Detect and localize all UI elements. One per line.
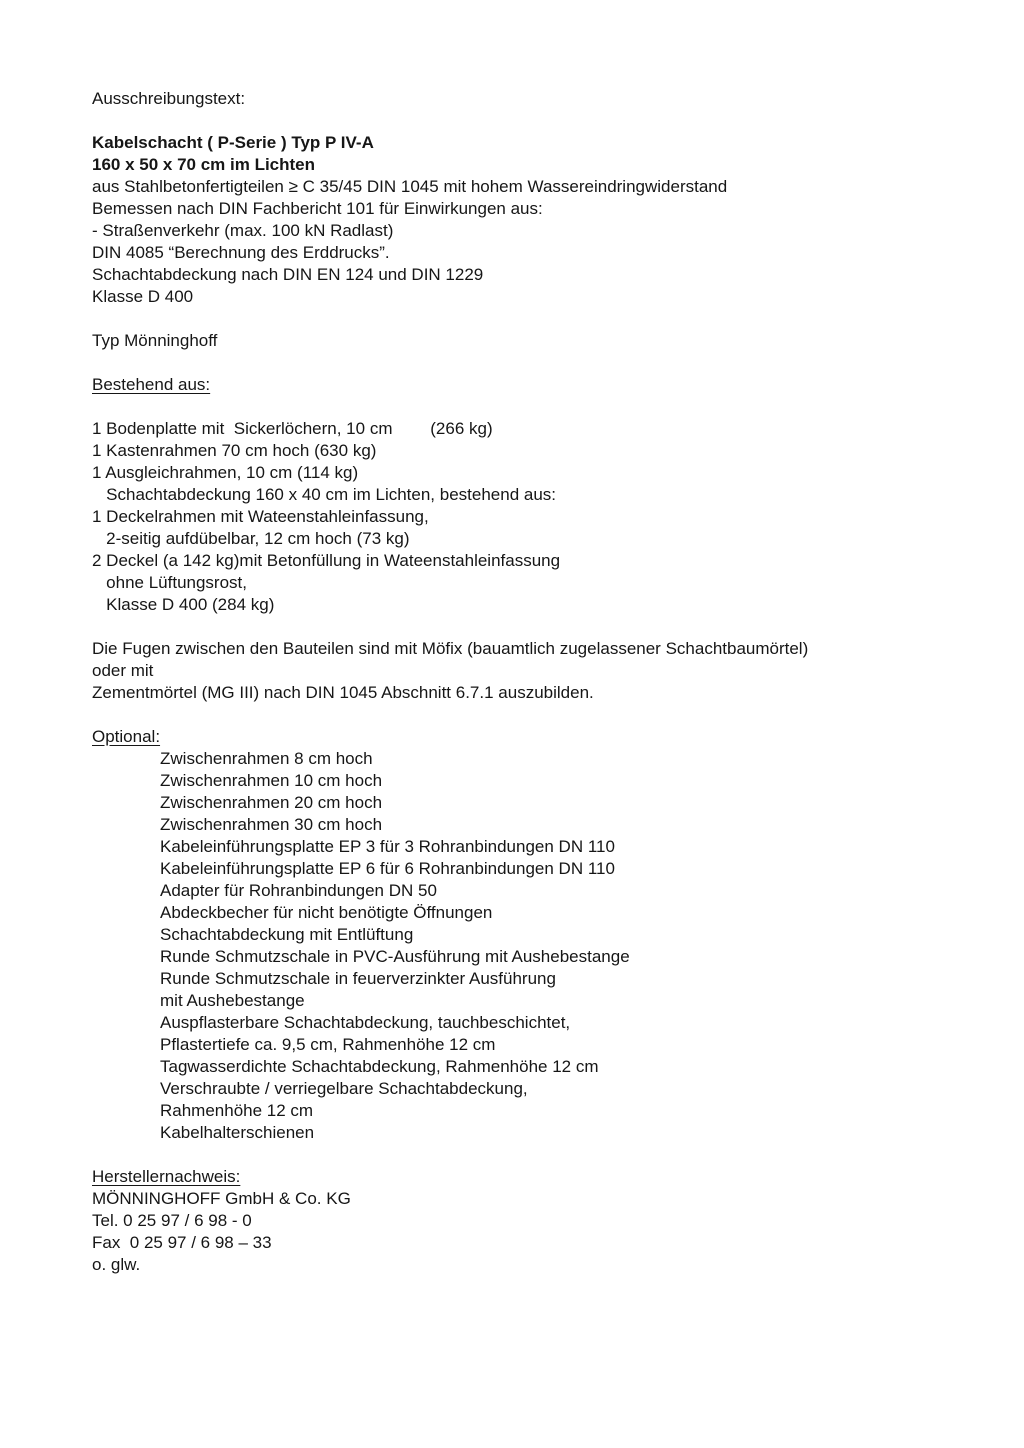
product-spec-line: - Straßenverkehr (max. 100 kN Radlast) xyxy=(92,221,394,240)
optional-item-line: Zwischenrahmen 30 cm hoch xyxy=(160,815,383,834)
manufacturer-contact xyxy=(92,1188,994,1276)
optional-item-line: Verschraubte / verriegelbare Schachtabdeckung, xyxy=(160,1079,528,1098)
product-spec-line: aus Stahlbetonfertigteilen ≥ C 35/45 DIN 1045 mit hohem Wassereindringwiderstand xyxy=(92,177,728,196)
product-title: Kabelschacht ( P-Serie ) Typ P IV-A xyxy=(92,133,374,152)
optional-item-line: Rahmenhöhe 12 cm xyxy=(160,1101,314,1120)
optional-item-line: Auspflasterbare Schachtabdeckung, tauchbeschichtet, xyxy=(160,1013,571,1032)
optional-item-line: Runde Schmutzschale in feuerverzinkter Ausführung xyxy=(160,969,556,988)
product-dimensions: 160 x 50 x 70 cm im Lichten xyxy=(92,155,316,174)
spacer xyxy=(92,396,994,418)
optional-item-line: Pflastertiefe ca. 9,5 cm, Rahmenhöhe 12 cm xyxy=(160,1035,496,1054)
component-line: 1 Bodenplatte mit Sickerlöchern, 10 cm (266 kg) xyxy=(92,419,493,438)
joints-note-line: Zementmörtel (MG III) nach DIN 1045 Abschnitt 6.7.1 auszubilden. xyxy=(92,683,594,702)
optional-item-line: Zwischenrahmen 20 cm hoch xyxy=(160,793,383,812)
spacer xyxy=(92,1144,994,1166)
spacer xyxy=(92,352,994,374)
manufacturer-contact-line: Tel. 0 25 97 / 6 98 - 0 xyxy=(92,1211,252,1230)
optional-item-line: Kabeleinführungsplatte EP 6 für 6 Rohranbindungen DN 110 xyxy=(160,859,615,878)
product-spec-line: Klasse D 400 xyxy=(92,287,194,306)
optional-item-line: Zwischenrahmen 10 cm hoch xyxy=(160,771,383,790)
components-heading-row xyxy=(92,374,994,396)
component-line: 1 Deckelrahmen mit Wateenstahleinfassung, xyxy=(92,507,429,526)
component-line: 1 Ausgleichrahmen, 10 cm (114 kg) xyxy=(92,463,359,482)
product-spec-line: Bemessen nach DIN Fachbericht 101 für Einwirkungen aus: xyxy=(92,199,543,218)
product-spec-list xyxy=(92,176,994,308)
joints-note-line: Die Fugen zwischen den Bauteilen sind mit Möfix (bauamtlich zugelassener Schachtbaumörtel) xyxy=(92,639,809,658)
components-heading: Bestehend aus: xyxy=(92,375,211,394)
optional-item-line: Tagwasserdichte Schachtabdeckung, Rahmenhöhe 12 cm xyxy=(160,1057,599,1076)
spacer xyxy=(92,308,994,330)
optional-item-line: Kabelhalterschienen xyxy=(160,1123,315,1142)
spacer xyxy=(92,616,994,638)
optional-item-line: mit Aushebestange xyxy=(160,991,305,1010)
component-line: 1 Kastenrahmen 70 cm hoch (630 kg) xyxy=(92,441,377,460)
product-spec-line: DIN 4085 “Berechnung des Erddrucks”. xyxy=(92,243,390,262)
joints-note-line: oder mit xyxy=(92,661,154,680)
manufacturer-type-line: Typ Mönninghoff xyxy=(92,331,218,350)
joints-note xyxy=(92,638,994,704)
manufacturer-contact-line: MÖNNINGHOFF GmbH & Co. KG xyxy=(92,1189,351,1208)
component-line: 2-seitig aufdübelbar, 12 cm hoch (73 kg) xyxy=(92,529,410,548)
product-spec-line: Schachtabdeckung nach DIN EN 124 und DIN 1229 xyxy=(92,265,484,284)
component-line: 2 Deckel (a 142 kg)mit Betonfüllung in Wateenstahleinfassung xyxy=(92,551,561,570)
optional-heading: Optional: xyxy=(92,727,161,746)
optional-item-line: Adapter für Rohranbindungen DN 50 xyxy=(160,881,437,900)
component-line: Schachtabdeckung 160 x 40 cm im Lichten, bestehend aus: xyxy=(92,485,557,504)
components-list xyxy=(92,418,994,616)
optional-heading-row xyxy=(92,726,994,748)
component-line: Klasse D 400 (284 kg) xyxy=(92,595,275,614)
manufacturer-heading: Herstellernachweis: xyxy=(92,1167,241,1186)
optional-item-line: Abdeckbecher für nicht benötigte Öffnungen xyxy=(160,903,493,922)
component-line: ohne Lüftungsrost, xyxy=(92,573,247,592)
optional-item-line: Kabeleinführungsplatte EP 3 für 3 Rohranbindungen DN 110 xyxy=(160,837,615,856)
optional-item-line: Zwischenrahmen 8 cm hoch xyxy=(160,749,373,768)
manufacturer-contact-line: o. glw. xyxy=(92,1255,141,1274)
spacer xyxy=(92,110,994,132)
optional-list xyxy=(92,748,994,1144)
manufacturer-heading-row xyxy=(92,1166,994,1188)
manufacturer-contact-line: Fax 0 25 97 / 6 98 – 33 xyxy=(92,1233,272,1252)
spacer xyxy=(92,704,994,726)
document-label: Ausschreibungstext: xyxy=(92,89,246,108)
optional-item-line: Schachtabdeckung mit Entlüftung xyxy=(160,925,414,944)
optional-item-line: Runde Schmutzschale in PVC-Ausführung mit Aushebestange xyxy=(160,947,630,966)
